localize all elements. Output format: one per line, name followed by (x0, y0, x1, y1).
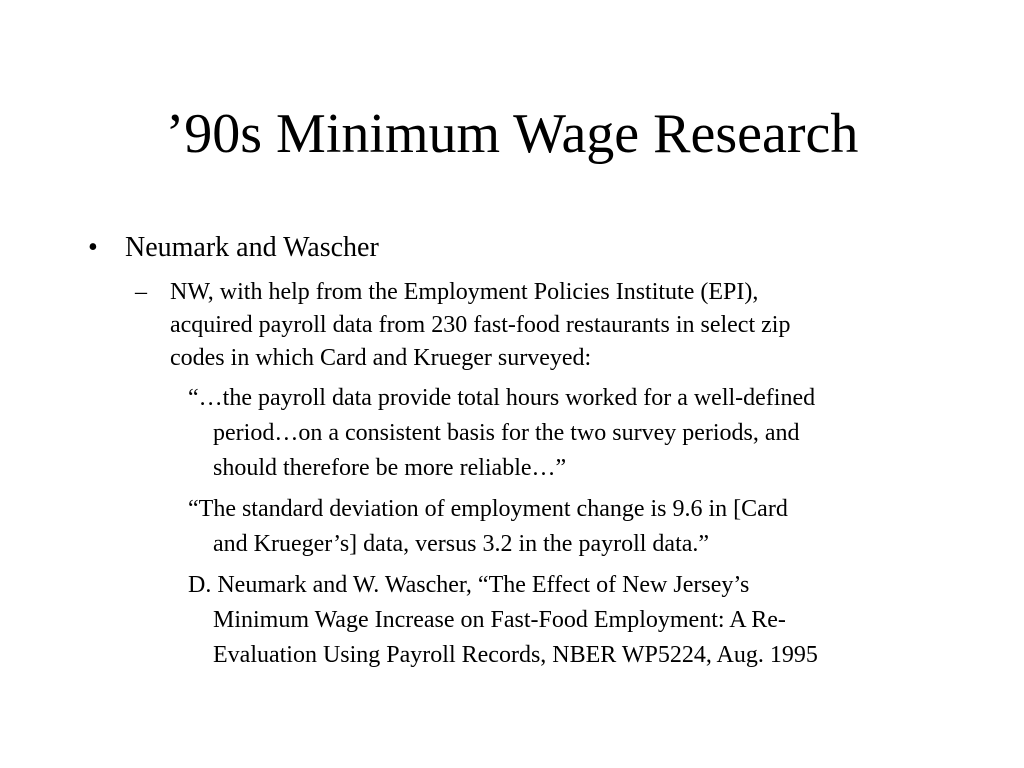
bullet-text: Neumark and Wascher (125, 232, 379, 263)
sub-bullet-line: acquired payroll data from 230 fast-food restaurants in select zip (170, 312, 791, 338)
bullet-icon: • (88, 232, 98, 263)
quote-standard-deviation (188, 492, 968, 562)
sub-bullet-line: codes in which Card and Krueger surveyed: (170, 345, 592, 371)
sub-bullet-item (135, 276, 890, 375)
quote-line: “…the payroll data provide total hours worked for a well-defined (188, 385, 816, 411)
quote-line: period…on a consistent basis for the two survey periods, and (213, 420, 800, 446)
quote-list (188, 381, 968, 673)
sub-bullet-line: NW, with help from the Employment Policies Institute (EPI), (170, 279, 759, 305)
dash-icon: – (135, 279, 147, 305)
quote-payroll-reliability (188, 381, 968, 486)
citation-line: Evaluation Using Payroll Records, NBER WP5224, Aug. 1995 (213, 642, 818, 668)
quote-line: and Krueger’s] data, versus 3.2 in the payroll data.” (213, 531, 710, 557)
slide-title: ’90s Minimum Wage Research (165, 103, 859, 165)
slide-content (88, 230, 968, 673)
quote-line: “The standard deviation of employment change is 9.6 in [Card (188, 496, 788, 522)
quote-line: should therefore be more reliable…” (213, 455, 567, 481)
citation-line: D. Neumark and W. Wascher, “The Effect of New Jersey’s (188, 572, 750, 598)
citation (188, 568, 968, 673)
bullet-item (88, 230, 968, 266)
citation-line: Minimum Wage Increase on Fast-Food Employment: A Re- (213, 607, 786, 633)
